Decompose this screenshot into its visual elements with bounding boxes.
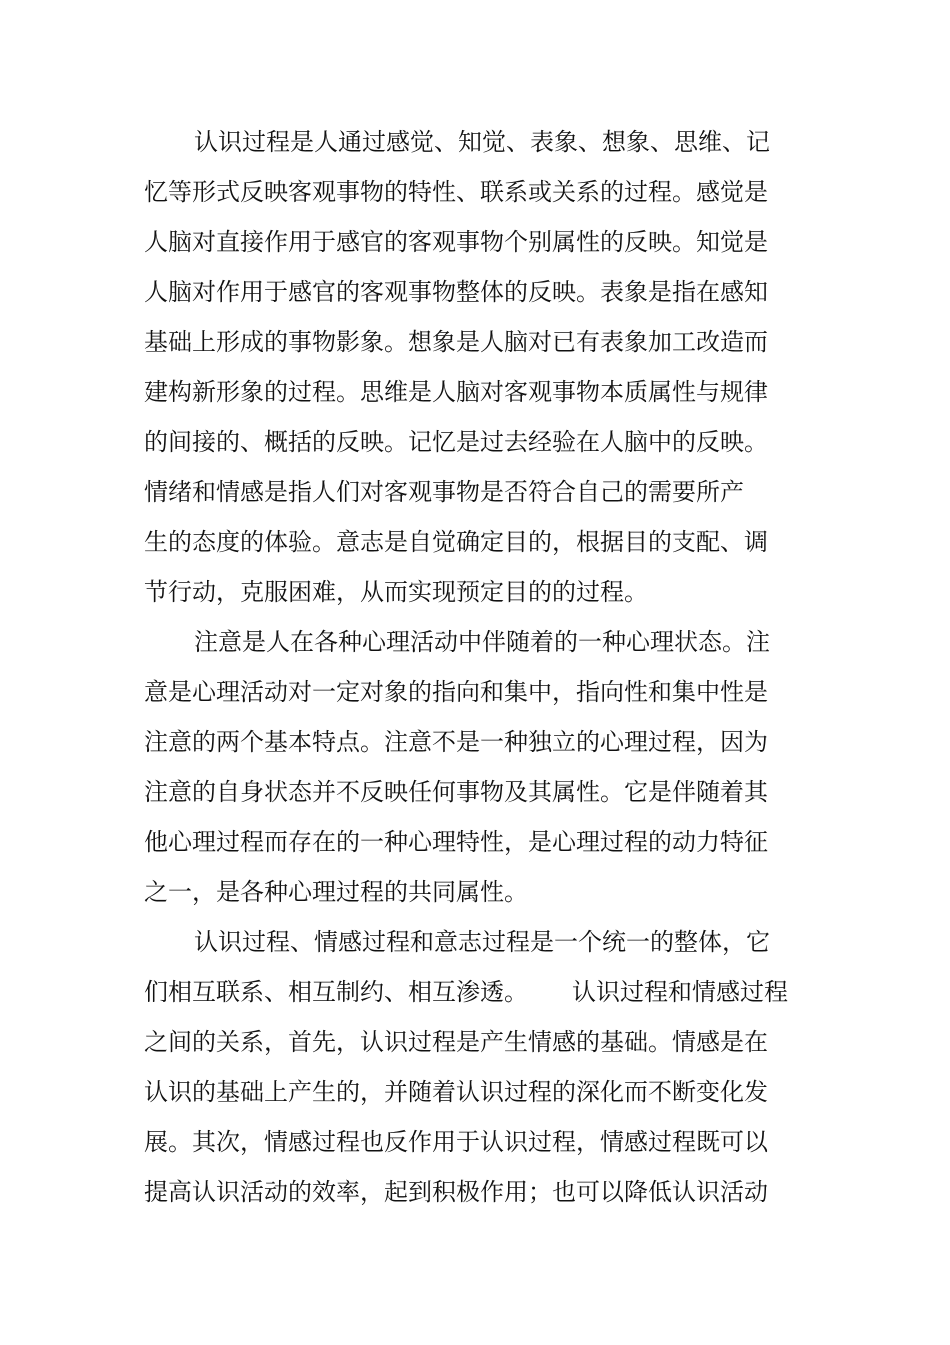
text-line: 注意的自身状态并不反映任何事物及其属性。它是伴随着其: [144, 778, 768, 806]
text-line: 认识的基础上产生的，并随着认识过程的深化而不断变化发: [144, 1078, 768, 1106]
text-line: 的间接的、概括的反映。记忆是过去经验在人脑中的反映。: [144, 428, 768, 456]
text-line: 之一，是各种心理过程的共同属性。: [144, 878, 528, 906]
text-line: 提高认识活动的效率，起到积极作用；也可以降低认识活动: [144, 1178, 768, 1206]
text-line: 们相互联系、相互制约、相互渗透。: [144, 978, 528, 1006]
text-line: 展。其次，情感过程也反作用于认识过程，情感过程既可以: [144, 1128, 768, 1156]
text-line-continuation: 认识过程和情感过程: [572, 978, 788, 1006]
text-line: 建构新形象的过程。思维是人脑对客观事物本质属性与规律: [144, 378, 768, 406]
text-line: 之间的关系，首先，认识过程是产生情感的基础。情感是在: [144, 1028, 768, 1056]
text-line: 生的态度的体验。意志是自觉确定目的，根据目的支配、调: [144, 528, 768, 556]
text-line: 他心理过程而存在的一种心理特性，是心理过程的动力特征: [144, 828, 768, 856]
text-line: 注意的两个基本特点。注意不是一种独立的心理过程，因为: [144, 728, 768, 756]
text-line: 忆等形式反映客观事物的特性、联系或关系的过程。感觉是: [144, 178, 768, 206]
text-line: 基础上形成的事物影象。想象是人脑对已有表象加工改造而: [144, 328, 768, 356]
text-line: 人脑对直接作用于感官的客观事物个别属性的反映。知觉是: [144, 228, 768, 256]
text-line: 认识过程是人通过感觉、知觉、表象、想象、思维、记: [194, 128, 770, 156]
text-line: 情绪和情感是指人们对客观事物是否符合自己的需要所产: [144, 478, 744, 506]
text-line: 意是心理活动对一定对象的指向和集中，指向性和集中性是: [144, 678, 768, 706]
text-line: 人脑对作用于感官的客观事物整体的反映。表象是指在感知: [144, 278, 768, 306]
text-line: 注意是人在各种心理活动中伴随着的一种心理状态。注: [194, 628, 770, 656]
text-line: 认识过程、情感过程和意志过程是一个统一的整体，它: [194, 928, 770, 956]
text-line: 节行动，克服困难，从而实现预定目的的过程。: [144, 578, 648, 606]
